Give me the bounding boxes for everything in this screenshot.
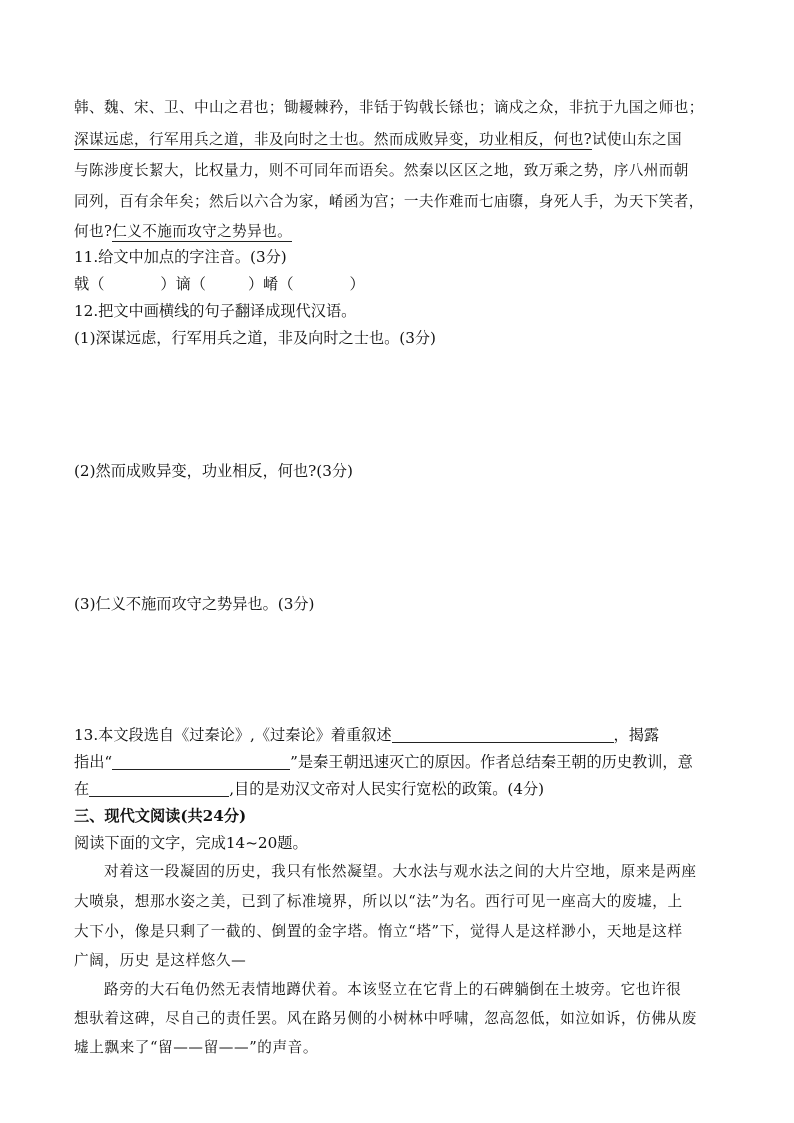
q11-item-2: ）谪（ [160,275,206,293]
q12-sub1: (1)深谋远虑，行军用兵之道，非及向时之士也。(3分) [74,329,436,347]
modern-line-4: 广阔，历史 是这样悠久— [74,952,247,969]
passage-line-1: 韩、魏、宋、卫、中山之君也；锄耰棘矜，非铦于钩戟长铩也；谪戍之众，非抗于九国之师也； [74,99,704,116]
section3-instruction: 阅读下面的文字，完成14~20题。 [74,834,308,852]
underlined-sentence-3: 仁义不施而攻守之势异也。 [112,223,293,240]
passage-line-4: 同列，百有余年矣；然后以六合为家，崤函为宫；一夫作难而七庙隳，身死人手，为天下笑者， [74,193,704,210]
passage-line-2-rest: 试使山东之国 [592,131,682,148]
modern-line-2: 大喷泉，想那水姿之美，已到了标准境界，所以以“法”为名。西行可见一座高大的废墟，上 [74,893,683,910]
modern-line-1: 对着这一段凝固的历史，我只有怅然凝望。大水法与观水法之间的大片空地，原来是两座 [104,863,697,880]
modern-line-3: 大下小，像是只剩了一截的、倒置的金字塔。惰立“塔”下，觉得人是这样渺小，天地是这样 [74,923,683,940]
q13-text-1a: 13.本文段选自《过秦论》,《过秦论》着重叙述 [74,726,392,744]
q13-text-3a: 在 [74,780,90,798]
passage-line-2 [74,128,682,149]
q13-blank-2[interactable] [112,755,290,770]
modern-line-5: 路旁的大石龟仍然无表情地蹲伏着。本该竖立在它背上的石碑躺倒在土坡旁。它也许很 [104,981,682,998]
q12-sub2: (2)然而成败异变，功业相反，何也?(3分) [74,462,353,480]
modern-line-6: 想驮着这碑，尽自己的责任罢。风在路另侧的小树林中呼啸，忽高忽低，如泣如诉，仿佛从废 [74,1010,697,1027]
q13-text-2a: 指出“ [74,753,113,771]
passage-line-5 [74,220,292,241]
q13-line-1 [74,724,659,745]
q13-blank-1[interactable] [392,728,614,743]
q12-sub3: (3)仁义不施而攻守之势异也。(3分) [74,595,315,613]
q11-item-4: ） [349,275,365,293]
q13-text-1b: ，揭露 [613,726,660,744]
modern-line-7: 墟上飘来了“留——留——”的声音。 [74,1039,319,1056]
q13-text-3b: ,目的是劝汉文帝对人民实行宽松的政策。(4分) [229,780,545,798]
q11-stem: 11.给文中加点的字注音。(3分) [74,248,287,266]
q13-line-2 [74,751,693,772]
section3-heading: 三、现代文阅读(共24分) [74,807,247,825]
q11-items [74,273,365,294]
q13-blank-3[interactable] [89,782,229,797]
q11-item-1: 戟（ [74,275,105,293]
passage-line-5-plain: 何也? [74,223,113,240]
q13-line-3 [74,778,544,799]
q12-stem: 12.把文中画横线的句子翻译成现代汉语。 [74,302,357,320]
underlined-sentence-1: 深谋远虑，行军用兵之道，非及向时之士也。然而成败异变，功业相反，何也? [74,131,593,148]
q11-item-3: ）崤（ [247,275,294,293]
q13-text-2b: ”是秦王朝迅速灭亡的原因。作者总结秦王朝的历史教训，意 [290,753,693,771]
passage-line-3: 与陈涉度长絜大，比权量力，则不可同年而语矣。然秦以区区之地，致万乘之势，序八州而朝 [74,162,689,179]
